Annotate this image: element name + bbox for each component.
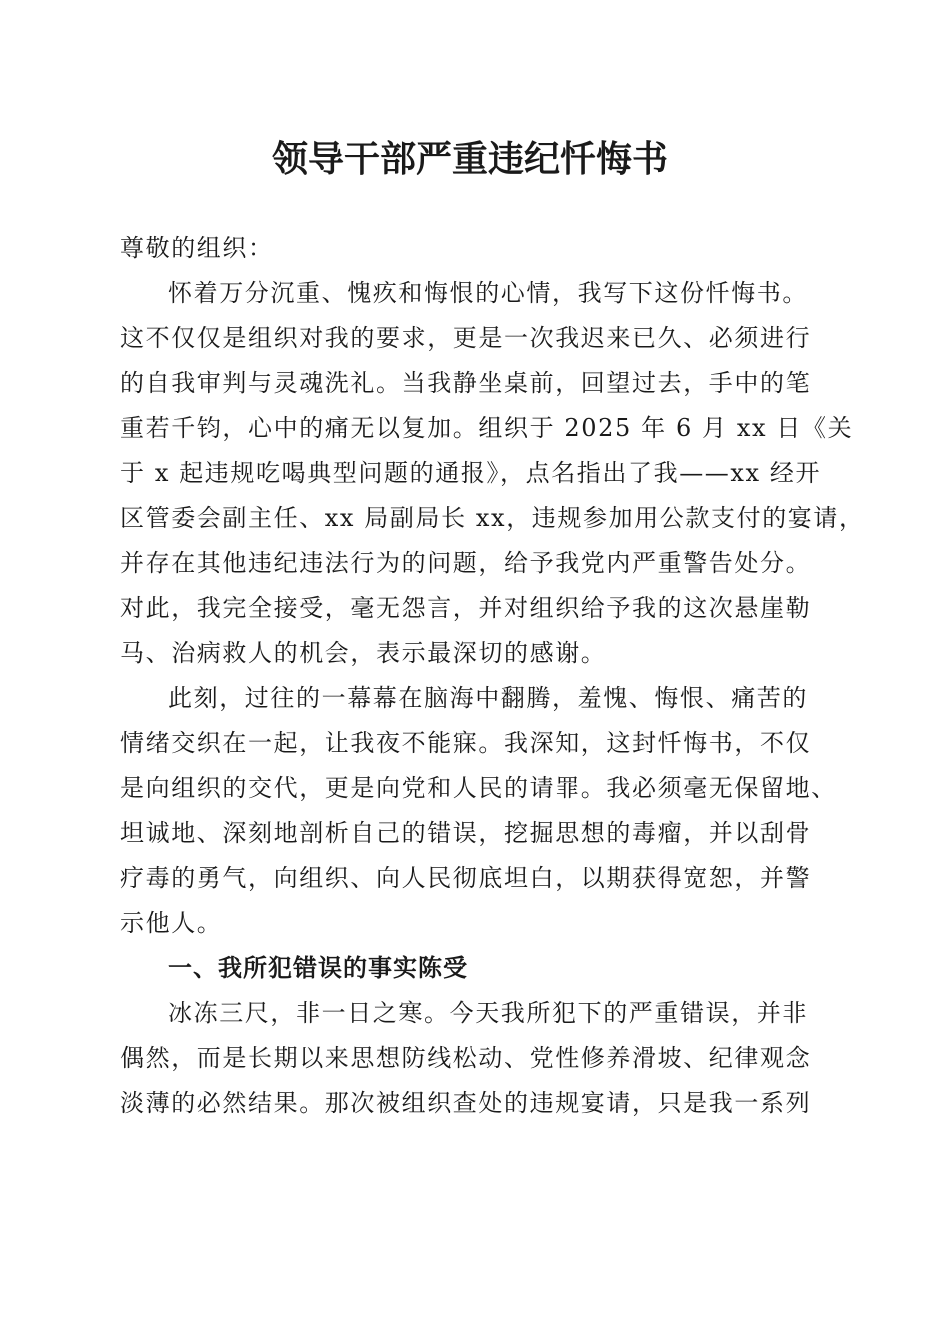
salutation: 尊敬的组织：	[120, 234, 274, 262]
paragraph-line: 怀着万分沉重、愧疚和悔恨的心情，我写下这份忏悔书。	[168, 279, 808, 307]
paragraph-line: 冰冻三尺，非一日之寒。今天我所犯下的严重错误，并非	[168, 999, 808, 1027]
paragraph-line: 这不仅仅是组织对我的要求，更是一次我迟来已久、必须进行	[120, 324, 812, 352]
paragraph-line: 区管委会副主任、xx 局副局长 xx，违规参加用公款支付的宴请，	[120, 504, 865, 532]
paragraph-line: 偶然，而是长期以来思想防线松动、党性修养滑坡、纪律观念	[120, 1044, 812, 1072]
document-body	[120, 226, 865, 1126]
paragraph-line: 此刻，过往的一幕幕在脑海中翻腾，羞愧、悔恨、痛苦的	[168, 684, 808, 712]
paragraph-line: 马、治病救人的机会，表示最深切的感谢。	[120, 639, 607, 667]
paragraph-line: 并存在其他违纪违法行为的问题，给予我党内严重警告处分。	[120, 549, 812, 577]
paragraph-line: 对此，我完全接受，毫无怨言，并对组织给予我的这次悬崖勒	[120, 594, 812, 622]
paragraph-line: 于 x 起违规吃喝典型问题的通报》，点名指出了我——xx 经开	[120, 459, 822, 487]
document-title: 领导干部严重违纪忏悔书	[271, 138, 668, 180]
paragraph-line: 淡薄的必然结果。那次被组织查处的违规宴请，只是我一系列	[120, 1089, 812, 1117]
paragraph-line: 示他人。	[120, 909, 223, 937]
section-heading: 一、我所犯错误的事实陈受	[168, 954, 468, 982]
paragraph-line: 的自我审判与灵魂洗礼。当我静坐桌前，回望过去，手中的笔	[120, 369, 812, 397]
paragraph-line: 疗毒的勇气，向组织、向人民彻底坦白，以期获得宽恕，并警	[120, 864, 812, 892]
paragraph-line: 是向组织的交代，更是向党和人民的请罪。我必须毫无保留地、	[120, 774, 837, 802]
paragraph-line: 重若千钧，心中的痛无以复加。组织于 2025 年 6 月 xx 日《关	[120, 414, 854, 442]
paragraph-line: 情绪交织在一起，让我夜不能寐。我深知，这封忏悔书，不仅	[120, 729, 812, 757]
paragraph-line: 坦诚地、深刻地剖析自己的错误，挖掘思想的毒瘤，并以刮骨	[120, 819, 812, 847]
